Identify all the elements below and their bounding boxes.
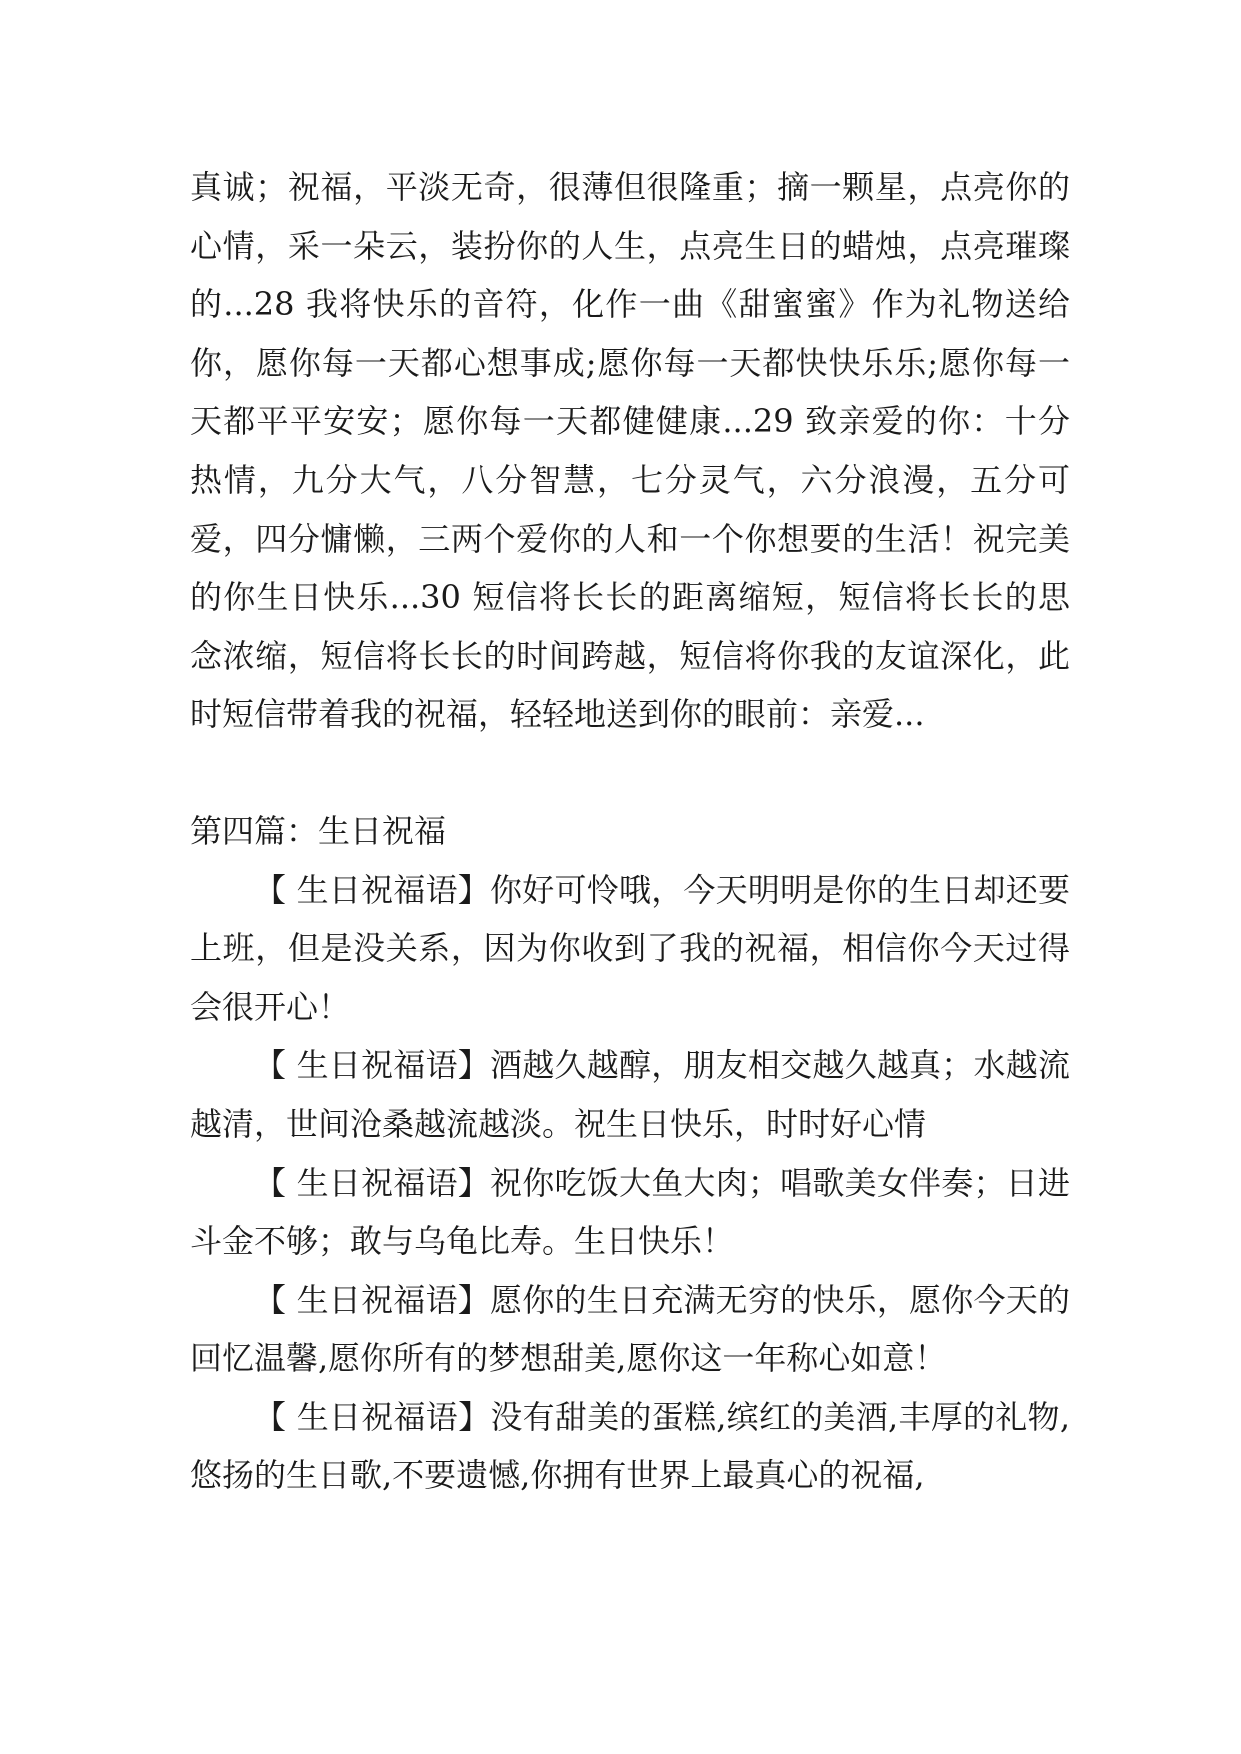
blessing-paragraph: 【 生日祝福语】你好可怜哦，今天明明是你的生日却还要上班，但是没关系，因为你收到了我的祝福，相信你今天过得会很开心！ [190, 870, 1070, 1026]
document-body [190, 158, 1070, 1505]
blessing-paragraph: 【 生日祝福语】祝你吃饭大鱼大肉；唱歌美女伴奏；日进斗金不够；敢与乌龟比寿。生日快乐！ [190, 1163, 1070, 1261]
section-title: 第四篇：生日祝福 [190, 811, 447, 850]
continuation-paragraph: 真诚；祝福，平淡无奇，很薄但很隆重；摘一颗星，点亮你的心情，采一朵云，装扮你的人生，点亮生日的蜡烛，点亮璀璨的...28 我将快乐的音符，化作一曲《甜蜜蜜》作为礼物送给你，愿你每一天都心想事成;愿你每一天都快快乐乐;愿你每一天都平平安安；愿你每一天都健健康...29 致亲爱的你：十分热情，九分大气，八分智慧，七分灵气，六分浪漫，五分可爱，四分慵懒，三两个爱你的人和一个你想要的生活！祝完美的你生日快乐...30 短信将长长的距离缩短，短信将长长的思念浓缩，短信将长长的时间跨越，短信将你我的友谊深化，此时短信带着我的祝福，轻轻地送到你的眼前：亲爱... [190, 168, 1070, 734]
blessing-paragraph: 【 生日祝福语】酒越久越醇，朋友相交越久越真；水越流越清，世间沧桑越流越淡。祝生日快乐，时时好心情 [190, 1046, 1070, 1143]
blessing-paragraph: 【 生日祝福语】没有甜美的蛋糕,缤红的美酒,丰厚的礼物,悠扬的生日歌,不要遗憾,你拥有世界上最真心的祝福, [190, 1397, 1070, 1495]
blessing-paragraph: 【 生日祝福语】愿你的生日充满无穷的快乐，愿你今天的回忆温馨,愿你所有的梦想甜美,愿你这一年称心如意！ [190, 1280, 1070, 1378]
